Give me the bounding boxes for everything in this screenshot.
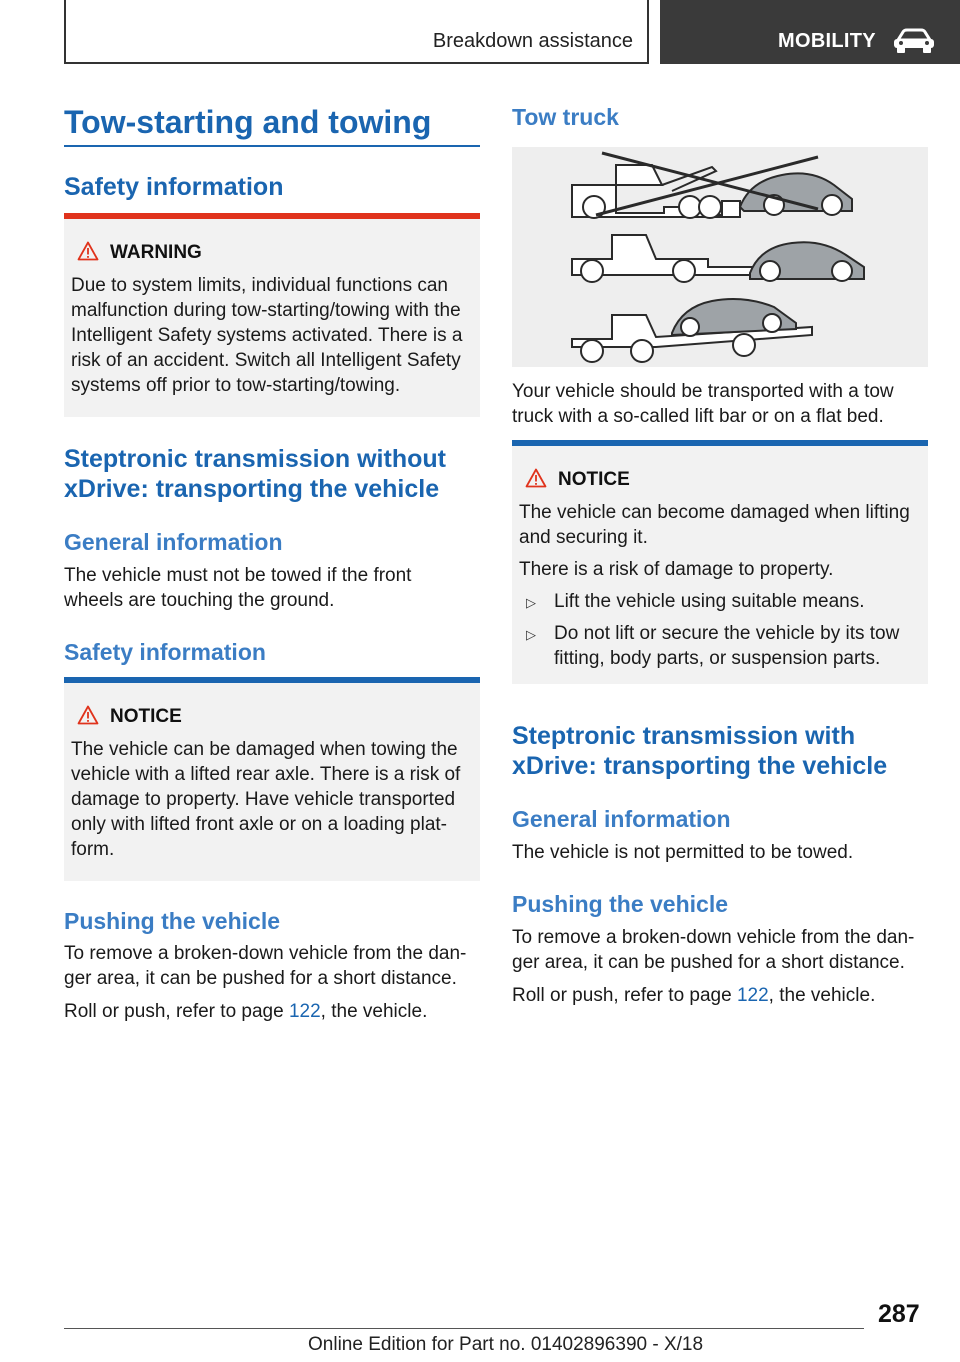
page-link[interactable]: 122 [288, 1001, 321, 1022]
steptronic-without-xdrive-heading: Steptronic transmission without xDrive: transporting the vehicle [64, 445, 446, 503]
header-chapter-box [660, 0, 960, 64]
pushing-text: To remove a broken-down vehicle from the dan- ger area, it can be pushed for a short distance. [64, 943, 467, 989]
roll-push-text: Roll or push, refer to page 122, the vehicle. [64, 1001, 428, 1022]
header-section-box [64, 0, 649, 64]
notice-box-left [64, 677, 480, 881]
title-rule [64, 145, 480, 147]
general-info-text: The vehicle must not be towed if the front wheels are touching the ground. [64, 565, 412, 611]
notice-right-label: NOTICE [558, 469, 630, 490]
pushing-right-heading: Pushing the vehicle [512, 891, 728, 917]
tow-truck-text: Your vehicle should be transported with a tow truck with a so-called lift bar or on a flat bed. [512, 381, 894, 427]
warning-triangle-icon [77, 241, 99, 261]
page-title: Tow-starting and towing [64, 104, 432, 140]
pushing-heading: Pushing the vehicle [64, 908, 280, 934]
notice-right-risk: There is a risk of damage to property. [519, 559, 834, 580]
safety-info-2-heading: Safety information [64, 639, 266, 665]
tow-truck-diagram [512, 147, 928, 367]
notice-box-right [512, 440, 928, 684]
notice-triangle-icon [77, 705, 99, 725]
header-chapter-title: MOBILITY [778, 30, 876, 52]
notice-bullet-2: Do not lift or secure the vehicle by its tow fitting, body parts, or suspension parts. [554, 623, 900, 669]
roll-push-right-text: Roll or push, refer to page 122, the vehicle. [512, 985, 876, 1006]
warning-label: WARNING [110, 242, 202, 263]
tow-truck-illustration [512, 147, 928, 367]
page-number: 287 [878, 1300, 920, 1328]
notice-right-triangle-icon [525, 468, 547, 488]
car-icon [892, 28, 936, 54]
notice-text: The vehicle can be damaged when towing the vehicle with a lifted rear axle. There is a risk of damage to property. Have vehicle transported only with lifted front axle or on a loading plat- form. [71, 739, 461, 860]
steptronic-with-xdrive-heading: Steptronic transmission with xDrive: transporting the vehicle [512, 722, 888, 780]
header-section-title: Breakdown assistance [432, 30, 633, 52]
page-link-right[interactable]: 122 [736, 985, 769, 1006]
notice-bullet-1: Lift the vehicle using suitable means. [554, 591, 865, 612]
general-info-right-text: The vehicle is not permitted to be towed. [512, 842, 854, 863]
warning-box [64, 213, 480, 417]
footer-rule [64, 1328, 864, 1329]
tow-truck-heading: Tow truck [512, 104, 619, 130]
notice-right-text: The vehicle can become damaged when lifting and securing it. [519, 502, 910, 548]
general-info-right-heading: General information [512, 806, 731, 832]
footer-edition: Online Edition for Part no. 01402896390 - X/18 [308, 1334, 704, 1355]
general-info-heading: General information [64, 529, 283, 555]
notice-bar-right [512, 440, 928, 446]
warning-bar [64, 213, 480, 219]
notice-bar [64, 677, 480, 683]
pushing-right-text: To remove a broken-down vehicle from the dan- ger area, it can be pushed for a short distance. [512, 927, 915, 973]
notice-label: NOTICE [110, 706, 182, 727]
warning-text: Due to system limits, individual functions can malfunction during tow-starting/towing with the Intelligent Safety systems activated. There is a risk of an accident. Switch all Intelligent Safety systems off prior to tow-starting/towing. [71, 275, 463, 396]
safety-info-heading: Safety information [64, 173, 284, 201]
bullet-arrow-icon: ▷ [526, 627, 536, 642]
bullet-arrow-icon: ▷ [526, 595, 536, 610]
